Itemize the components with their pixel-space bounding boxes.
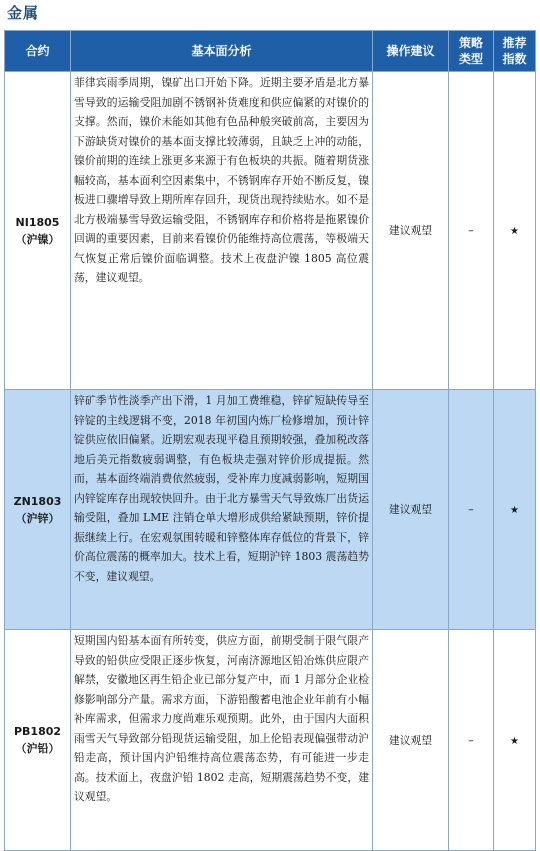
table-row-ni1805 [5,72,536,390]
contract-cell [5,630,71,851]
advice-cell: 建议观望 [373,390,449,630]
header-contract: 合约 [5,31,71,72]
star-icon: ★ [510,505,519,516]
header-recommend-index-label: 推荐指数 [502,36,527,66]
analysis-cell: 菲律宾雨季周期，镍矿出口开始下降。近期主要矛盾是北方暴雪导致的运输受阻加剧不锈钢补货难度和供应偏紧的对镍价的支撑。然而，镍价未能如其他有色品种般突破前高，主要因为下游缺货对镍价的基本面支撑比较薄弱，且缺乏上冲的动能，镍价前期的连续上涨更多来源于有色板块的共振。随着期货涨幅较高，基本面利空因素集中，不锈钢库存开始不断反复，镍板进口骤增导致上期所库存回升，现货出现持续贴水。如不是北方极端暴雪导致运输受阻，不锈钢库存和价格将是拖累镍价回调的重要因素，目前来看镍价仍能维持高位震荡，等极端天气恢复正常后镍价面临调整。技术上夜盘沪镍 1805 高位震荡，建议观望。 [71,72,373,390]
recommend-index-cell [494,72,536,390]
recommend-index-cell [494,390,536,630]
table-row-pb1802 [5,630,536,851]
analysis-cell: 锌矿季节性淡季产出下滑，1 月加工费维稳，锌矿短缺传导至锌锭的主线逻辑不变，2018 年初国内炼厂检修增加，预计锌锭供应依旧偏紧。近期宏观表现平稳且预期较强，叠加税改落地后美元指数疲弱调整，有色板块走强对锌价形成提振。然而，基本面终端消费依然疲弱，受补库力度减弱影响，短期国内锌锭库存出现较快回升。由于北方暴雪天气导致炼厂出货运输受阻，叠加 LME 注销仓单大增形成供给紧缺预期，锌价提振继续上行。在宏观氛围转暖和锌整体库存低位的背景下，锌价高位震荡的概率加大。技术上看，短期沪锌 1803 震荡趋势不变，建议观望。 [71,390,373,630]
strategy-type-cell: – [449,72,494,390]
contract-code: PB1802 [13,725,62,738]
star-icon: ★ [510,226,519,237]
table-row-zn1803 [5,390,536,630]
contract-cell [5,72,71,390]
table-header-row [5,31,536,72]
contract-name: （沪锌） [15,511,60,525]
header-advice: 操作建议 [373,31,449,72]
section-title: 金属 [7,4,40,22]
contract-code: NI1805 [15,215,60,229]
header-analysis: 基本面分析 [71,31,373,72]
analysis-cell: 短期国内铅基本面有所转变，供应方面，前期受制于限气限产导致的铅供应受限正逐步恢复，河南济源地区铅冶炼供应限产解禁，安徽地区再生铅企业已部分复产中，而 1 月部分企业检修影响部分产量。需求方面，下游铅酸蓄电池企业年前有小幅补库需求，但需求力度尚难乐观预期。此外，由于国内大面积雨雪天气导致部分铅现货运输受阻，加上伦铅表现偏强带动沪铅走高，预计国内沪铅维持高位震荡态势，有可能进一步走高。技术面上，夜盘沪铅 1802 走高，短期震荡趋势不变，建议观望。 [71,630,373,851]
header-recommend-index [494,31,536,72]
strategy-type-cell: – [449,390,494,630]
contract-code: ZN1803 [13,494,62,508]
star-icon: ★ [510,735,519,747]
advice-cell: 建议观望 [373,72,449,390]
contract-cell [5,390,71,630]
header-strategy-type-label: 策略类型 [458,36,483,66]
contract-name: （沪铅） [15,742,60,755]
contract-name: （沪镍） [15,232,60,246]
header-strategy-type [449,31,494,72]
metals-table [4,30,536,851]
advice-cell: 建议观望 [373,630,449,851]
strategy-type-cell: – [449,630,494,851]
recommend-index-cell [494,630,536,851]
